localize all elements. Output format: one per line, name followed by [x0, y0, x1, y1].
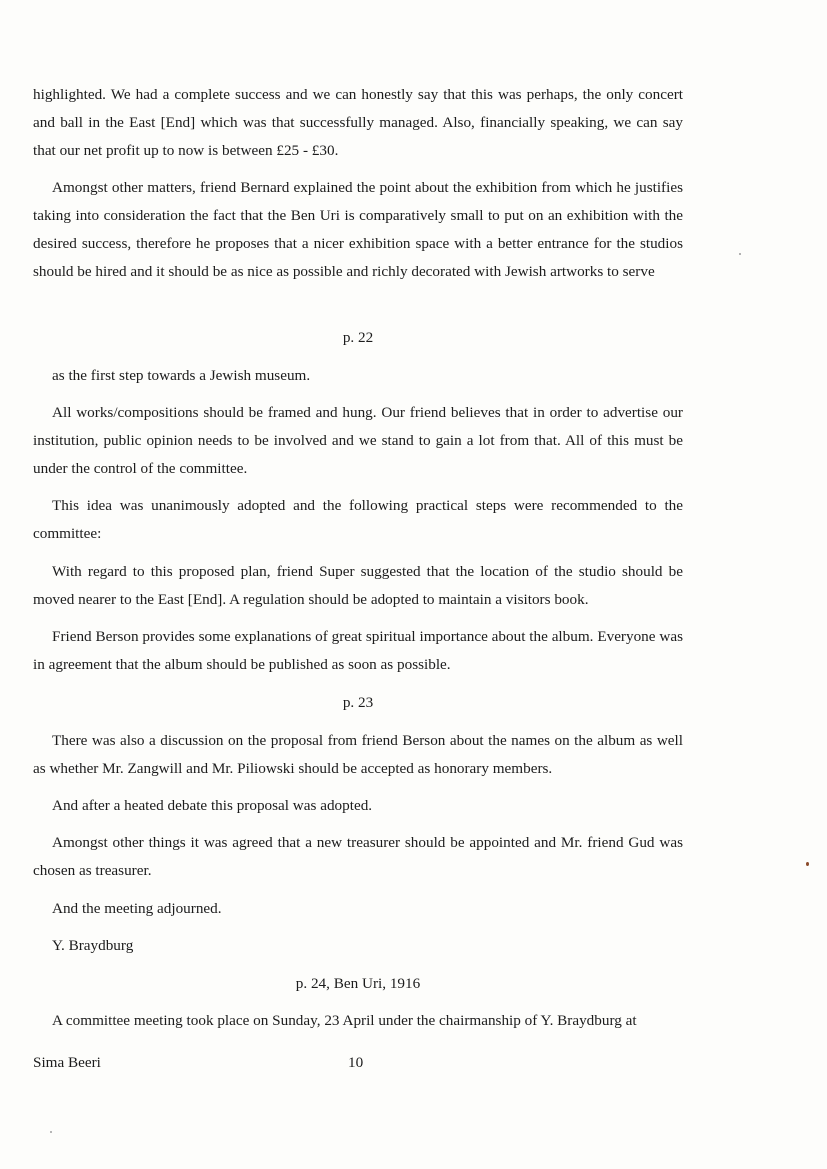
scan-speck: [50, 1131, 52, 1133]
paragraph-debate: And after a heated debate this proposal was adopted.: [52, 797, 373, 814]
page-marker-24: p. 24, Ben Uri, 1916: [295, 975, 421, 992]
footer-page-number: 10: [348, 1054, 364, 1071]
page-marker-22: p. 22: [342, 329, 374, 346]
paragraph-treasurer: Amongst other things it was agreed that a new treasurer should be appointed and Mr. friend Gud was chosen as treasurer.: [33, 834, 683, 879]
paragraph-studio-location: With regard to this proposed plan, friend Super suggested that the location of the studio should be moved nearer to the East [End]. A regulation should be adopted to maintain a visitors book.: [33, 563, 683, 608]
footer-author: Sima Beeri: [33, 1054, 101, 1071]
page-marker-23: p. 23: [342, 694, 374, 711]
paragraph-committee-meeting: A committee meeting took place on Sunday, 23 April under the chairmanship of Y. Braydburg at: [52, 1012, 637, 1029]
paragraph-exhibition-proposal: Amongst other matters, friend Bernard explained the point about the exhibition from which he justifies taking into consideration the fact that the Ben Uri is comparatively small to put on an exhibition with the desired success, therefore he proposes that a nicer exhibition space with a better entrance for the studios should be hired and it should be as nice as possible and richly decorated with Jewish artworks to serve: [33, 179, 683, 280]
paragraph-album: Friend Berson provides some explanations of great spiritual importance about the album. Everyone was in agreement that the album should be published as soon as possible.: [33, 628, 683, 673]
paragraph-works-framed: All works/compositions should be framed and hung. Our friend believes that in order to advertise our institution, public opinion needs to be involved and we stand to gain a lot from that. All of this must be under the control of the committee.: [33, 404, 683, 477]
scan-speck: [806, 862, 809, 866]
paragraph-honorary-members: There was also a discussion on the proposal from friend Berson about the names on the album as well as whether Mr. Zangwill and Mr. Piliowski should be accepted as honorary members.: [33, 732, 683, 777]
paragraph-adjourned: And the meeting adjourned.: [52, 900, 222, 917]
scan-speck: [739, 253, 741, 255]
paragraph-concert-success: highlighted. We had a complete success and we can honestly say that this was perhaps, the only concert and ball in the East [End] which was that successfully managed. Also, financially speaking, we can say that our net profit up to now is between £25 - £30.: [33, 86, 683, 159]
signature-name: Y. Braydburg: [52, 937, 134, 954]
paragraph-idea-adopted: This idea was unanimously adopted and the following practical steps were recommended to the committee:: [33, 497, 683, 542]
paragraph-jewish-museum: as the first step towards a Jewish museum.: [52, 367, 311, 384]
